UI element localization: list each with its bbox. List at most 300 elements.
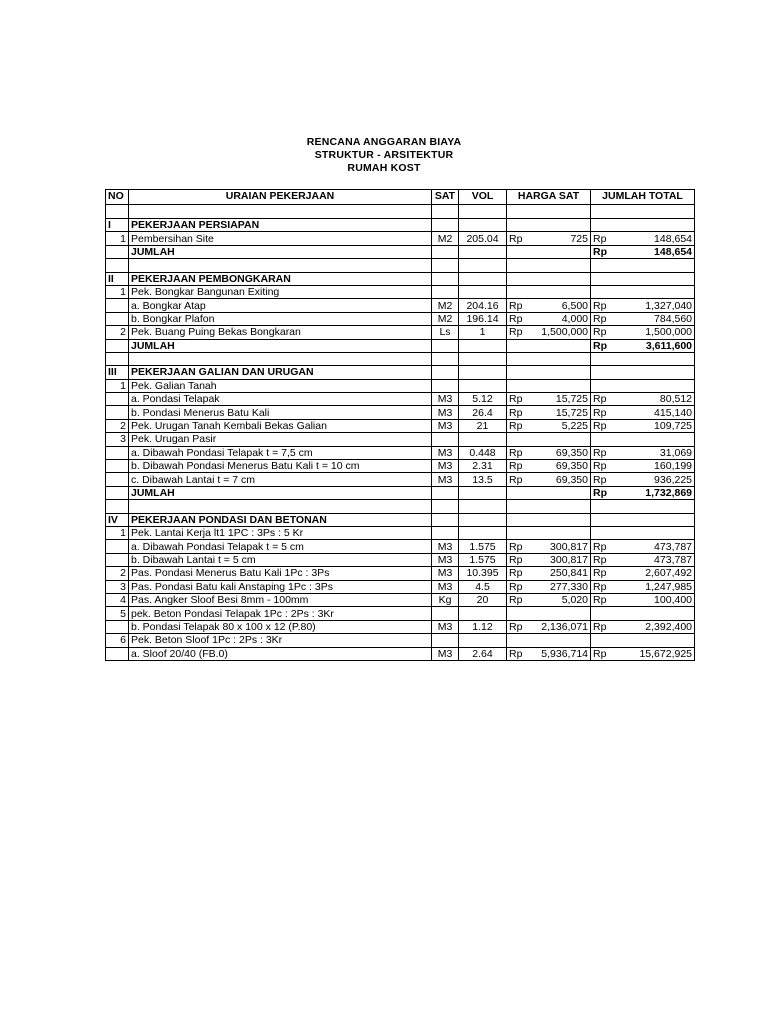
- cell-no: [106, 553, 129, 566]
- blank-row: [106, 259, 695, 272]
- cell-sat: M2: [432, 299, 459, 312]
- cell-jumlah: 473,787: [613, 553, 695, 566]
- cell-sat: M2: [432, 312, 459, 325]
- table-row: [106, 540, 695, 553]
- cell-uraian: a. Bongkar Atap: [129, 299, 432, 312]
- cell-vol: 1.575: [459, 553, 507, 566]
- cell-rp1: [507, 285, 527, 298]
- cell-jumlah: 415,140: [613, 406, 695, 419]
- cell-rp1: [507, 379, 527, 392]
- table-row: [106, 593, 695, 606]
- budget-table: [105, 189, 695, 661]
- cell-rp1: [507, 366, 527, 379]
- cell-no: 1: [106, 526, 129, 539]
- cell-vol: [459, 486, 507, 499]
- cell-harga: 5,936,714: [527, 647, 591, 660]
- cell-sat: M3: [432, 460, 459, 473]
- cell-jumlah: 109,725: [613, 419, 695, 432]
- cell-jumlah: [613, 607, 695, 620]
- cell-rp2: [591, 285, 613, 298]
- cell-jumlah: 3,611,600: [613, 339, 695, 352]
- cell-sat: [432, 352, 459, 365]
- cell-uraian: c. Dibawah Lantai t = 7 cm: [129, 473, 432, 486]
- cell-no: 2: [106, 419, 129, 432]
- cell-sat: M3: [432, 553, 459, 566]
- cell-uraian: Pek. Buang Puing Bekas Bongkaran: [129, 326, 432, 339]
- cell-rp1: Rp: [507, 419, 527, 432]
- cell-rp1: [507, 339, 527, 352]
- cell-no: [106, 500, 129, 513]
- cell-rp1: Rp: [507, 620, 527, 633]
- section-row: [106, 513, 695, 526]
- cell-sat: M3: [432, 446, 459, 459]
- table-row: [106, 580, 695, 593]
- cell-rp2: [591, 634, 613, 647]
- cell-vol: [459, 433, 507, 446]
- cell-rp1: [507, 500, 527, 513]
- document-title: [0, 136, 768, 175]
- cell-no: III: [106, 366, 129, 379]
- total-row: [106, 486, 695, 499]
- cell-uraian: [129, 259, 432, 272]
- cell-rp1: Rp: [507, 326, 527, 339]
- cell-harga: [527, 486, 591, 499]
- cell-vol: 0.448: [459, 446, 507, 459]
- cell-rp2: [591, 272, 613, 285]
- cell-rp1: [507, 526, 527, 539]
- cell-no: [106, 259, 129, 272]
- cell-no: IV: [106, 513, 129, 526]
- cell-jumlah: [613, 379, 695, 392]
- cell-rp2: [591, 259, 613, 272]
- cell-sat: M2: [432, 232, 459, 245]
- cell-harga: 69,350: [527, 460, 591, 473]
- cell-harga: [527, 634, 591, 647]
- cell-uraian: b. Pondasi Telapak 80 x 100 x 12 (P.80): [129, 620, 432, 633]
- cell-jumlah: 31,069: [613, 446, 695, 459]
- cell-sat: [432, 486, 459, 499]
- table-row: [106, 406, 695, 419]
- cell-rp2: [591, 513, 613, 526]
- cell-sat: [432, 379, 459, 392]
- cell-sat: [432, 634, 459, 647]
- cell-sat: [432, 245, 459, 258]
- cell-uraian: JUMLAH: [129, 245, 432, 258]
- cell-harga: [527, 500, 591, 513]
- cell-uraian: Pek. Lantai Kerja lt1 1PC : 3Ps : 5 Kr: [129, 526, 432, 539]
- total-row: [106, 245, 695, 258]
- header-jumlah: JUMLAH TOTAL: [591, 190, 695, 205]
- cell-jumlah: 1,500,000: [613, 326, 695, 339]
- cell-no: [106, 245, 129, 258]
- cell-rp1: [507, 219, 527, 232]
- cell-harga: [527, 219, 591, 232]
- cell-sat: [432, 607, 459, 620]
- table-row: [106, 232, 695, 245]
- cell-jumlah: 784,560: [613, 312, 695, 325]
- table-row: [106, 312, 695, 325]
- cell-no: 2: [106, 326, 129, 339]
- cell-no: [106, 473, 129, 486]
- header-sat: SAT: [432, 190, 459, 205]
- section-row: [106, 219, 695, 232]
- cell-jumlah: [613, 219, 695, 232]
- cell-harga: [527, 259, 591, 272]
- cell-harga: [527, 245, 591, 258]
- table-row: [106, 567, 695, 580]
- cell-jumlah: 1,327,040: [613, 299, 695, 312]
- cell-sat: [432, 513, 459, 526]
- cell-sat: [432, 500, 459, 513]
- section-row: [106, 272, 695, 285]
- cell-vol: 205.04: [459, 232, 507, 245]
- cell-vol: [459, 259, 507, 272]
- cell-rp2: Rp: [591, 393, 613, 406]
- cell-sat: M3: [432, 473, 459, 486]
- cell-sat: [432, 285, 459, 298]
- cell-jumlah: 80,512: [613, 393, 695, 406]
- cell-vol: 21: [459, 419, 507, 432]
- cell-uraian: PEKERJAAN PERSIAPAN: [129, 219, 432, 232]
- table-row: [106, 326, 695, 339]
- cell-uraian: b. Dibawah Lantai t = 5 cm: [129, 553, 432, 566]
- cell-sat: M3: [432, 620, 459, 633]
- cell-rp1: Rp: [507, 393, 527, 406]
- cell-rp1: Rp: [507, 460, 527, 473]
- cell-no: [106, 406, 129, 419]
- cell-sat: [432, 259, 459, 272]
- cell-vol: 2.31: [459, 460, 507, 473]
- cell-harga: [527, 352, 591, 365]
- cell-jumlah: [613, 285, 695, 298]
- cell-rp1: [507, 634, 527, 647]
- cell-sat: [432, 219, 459, 232]
- cell-harga: [527, 513, 591, 526]
- cell-jumlah: [613, 526, 695, 539]
- cell-uraian: PEKERJAAN GALIAN DAN URUGAN: [129, 366, 432, 379]
- cell-no: II: [106, 272, 129, 285]
- cell-vol: 1.575: [459, 540, 507, 553]
- cell-sat: M3: [432, 647, 459, 660]
- cell-rp2: Rp: [591, 593, 613, 606]
- cell-rp2: Rp: [591, 312, 613, 325]
- cell-no: [106, 299, 129, 312]
- cell-rp2: Rp: [591, 419, 613, 432]
- cell-rp1: Rp: [507, 299, 527, 312]
- cell-vol: [459, 339, 507, 352]
- cell-sat: M3: [432, 393, 459, 406]
- table-row: [106, 473, 695, 486]
- title-line-3: RUMAH KOST: [347, 162, 421, 174]
- cell-rp1: Rp: [507, 446, 527, 459]
- cell-harga: 300,817: [527, 553, 591, 566]
- cell-rp1: [507, 352, 527, 365]
- cell-harga: [527, 285, 591, 298]
- cell-harga: [527, 339, 591, 352]
- title-line-2: STRUKTUR - ARSITEKTUR: [314, 149, 454, 161]
- cell-rp1: [507, 259, 527, 272]
- cell-vol: 196.14: [459, 312, 507, 325]
- cell-uraian: Pek. Beton Sloof 1Pc : 2Ps : 3Kr: [129, 634, 432, 647]
- cell-sat: [432, 366, 459, 379]
- cell-harga: 69,350: [527, 446, 591, 459]
- cell-harga: 15,725: [527, 406, 591, 419]
- cell-vol: [459, 634, 507, 647]
- cell-rp2: Rp: [591, 245, 613, 258]
- cell-sat: [432, 526, 459, 539]
- cell-rp2: [591, 379, 613, 392]
- cell-rp1: [507, 486, 527, 499]
- cell-uraian: Pembersihan Site: [129, 232, 432, 245]
- section-row: [106, 366, 695, 379]
- cell-no: 2: [106, 567, 129, 580]
- cell-vol: [459, 500, 507, 513]
- cell-harga: 300,817: [527, 540, 591, 553]
- cell-rp2: [591, 500, 613, 513]
- table-row: [106, 419, 695, 432]
- cell-vol: [459, 352, 507, 365]
- cell-no: [106, 620, 129, 633]
- cell-uraian: b. Bongkar Plafon: [129, 312, 432, 325]
- cell-harga: 725: [527, 232, 591, 245]
- cell-uraian: a. Dibawah Pondasi Telapak t = 7,5 cm: [129, 446, 432, 459]
- cell-rp1: [507, 272, 527, 285]
- table-row: [106, 647, 695, 660]
- cell-jumlah: 1,732,869: [613, 486, 695, 499]
- cell-vol: 13.5: [459, 473, 507, 486]
- cell-rp2: [591, 366, 613, 379]
- title-line-1: RENCANA ANGGARAN BIAYA: [306, 136, 462, 148]
- cell-jumlah: 100,400: [613, 593, 695, 606]
- cell-no: [106, 352, 129, 365]
- table-row: [106, 526, 695, 539]
- cell-no: [106, 486, 129, 499]
- cell-jumlah: [613, 272, 695, 285]
- cell-vol: 1: [459, 326, 507, 339]
- cell-sat: M3: [432, 567, 459, 580]
- cell-rp2: [591, 433, 613, 446]
- cell-no: 3: [106, 433, 129, 446]
- cell-vol: [459, 526, 507, 539]
- table-row: [106, 393, 695, 406]
- cell-jumlah: 15,672,925: [613, 647, 695, 660]
- cell-sat: M3: [432, 580, 459, 593]
- cell-rp1: [507, 433, 527, 446]
- cell-uraian: a. Dibawah Pondasi Telapak t = 5 cm: [129, 540, 432, 553]
- cell-no: [106, 460, 129, 473]
- cell-vol: [459, 285, 507, 298]
- cell-uraian: Pas. Pondasi Batu kali Anstaping 1Pc : 3Ps: [129, 580, 432, 593]
- cell-uraian: PEKERJAAN PONDASI DAN BETONAN: [129, 513, 432, 526]
- cell-jumlah: [613, 634, 695, 647]
- cell-rp1: Rp: [507, 232, 527, 245]
- cell-rp1: Rp: [507, 406, 527, 419]
- cell-rp1: Rp: [507, 473, 527, 486]
- cell-uraian: Pas. Angker Sloof Besi 8mm - 100mm: [129, 593, 432, 606]
- cell-jumlah: 473,787: [613, 540, 695, 553]
- cell-rp2: Rp: [591, 580, 613, 593]
- header-uraian: URAIAN PEKERJAAN: [129, 190, 432, 205]
- cell-uraian: Pas. Pondasi Menerus Batu Kali 1Pc : 3Ps: [129, 567, 432, 580]
- cell-jumlah: [613, 500, 695, 513]
- cell-no: 5: [106, 607, 129, 620]
- header-harga: HARGA SAT: [507, 190, 591, 205]
- cell-jumlah: 2,607,492: [613, 567, 695, 580]
- cell-vol: [459, 366, 507, 379]
- cell-harga: 69,350: [527, 473, 591, 486]
- cell-no: [106, 540, 129, 553]
- cell-vol: [459, 272, 507, 285]
- cell-sat: M3: [432, 540, 459, 553]
- cell-rp2: Rp: [591, 299, 613, 312]
- cell-jumlah: [613, 513, 695, 526]
- cell-rp2: Rp: [591, 540, 613, 553]
- table-row: [106, 446, 695, 459]
- cell-rp1: Rp: [507, 567, 527, 580]
- cell-rp2: Rp: [591, 486, 613, 499]
- cell-harga: 277,330: [527, 580, 591, 593]
- cell-uraian: Pek. Galian Tanah: [129, 379, 432, 392]
- cell-uraian: a. Pondasi Telapak: [129, 393, 432, 406]
- table-row: [106, 433, 695, 446]
- cell-vol: [459, 245, 507, 258]
- table-row: [106, 299, 695, 312]
- cell-rp2: [591, 352, 613, 365]
- cell-harga: [527, 433, 591, 446]
- table-body: [106, 219, 695, 661]
- cell-no: 1: [106, 232, 129, 245]
- cell-vol: 1.12: [459, 620, 507, 633]
- cell-vol: 204.16: [459, 299, 507, 312]
- cell-vol: 20: [459, 593, 507, 606]
- cell-no: [106, 339, 129, 352]
- total-row: [106, 339, 695, 352]
- cell-harga: [527, 272, 591, 285]
- cell-rp2: Rp: [591, 460, 613, 473]
- cell-uraian: Pek. Urugan Pasir: [129, 433, 432, 446]
- cell-vol: [459, 379, 507, 392]
- cell-uraian: b. Dibawah Pondasi Menerus Batu Kali t = 10 cm: [129, 460, 432, 473]
- cell-sat: [432, 339, 459, 352]
- cell-rp2: Rp: [591, 326, 613, 339]
- cell-rp1: Rp: [507, 312, 527, 325]
- cell-uraian: pek. Beton Pondasi Telapak 1Pc : 2Ps : 3Kr: [129, 607, 432, 620]
- cell-vol: [459, 607, 507, 620]
- cell-rp2: Rp: [591, 567, 613, 580]
- cell-no: [106, 446, 129, 459]
- cell-rp2: Rp: [591, 647, 613, 660]
- cell-harga: 2,136,071: [527, 620, 591, 633]
- cell-uraian: Pek. Urugan Tanah Kembali Bekas Galian: [129, 419, 432, 432]
- cell-rp2: Rp: [591, 232, 613, 245]
- cell-rp1: [507, 607, 527, 620]
- cell-no: 3: [106, 580, 129, 593]
- table-row: [106, 379, 695, 392]
- cell-no: 4: [106, 593, 129, 606]
- cell-vol: 10.395: [459, 567, 507, 580]
- cell-no: [106, 393, 129, 406]
- cell-jumlah: [613, 259, 695, 272]
- cell-rp1: Rp: [507, 593, 527, 606]
- cell-sat: Ls: [432, 326, 459, 339]
- cell-sat: [432, 433, 459, 446]
- header-vol: VOL: [459, 190, 507, 205]
- cell-uraian: b. Pondasi Menerus Batu Kali: [129, 406, 432, 419]
- table-row: [106, 285, 695, 298]
- cell-vol: 2.64: [459, 647, 507, 660]
- cell-harga: [527, 366, 591, 379]
- cell-rp2: Rp: [591, 620, 613, 633]
- table-row: [106, 620, 695, 633]
- cell-jumlah: [613, 366, 695, 379]
- cell-uraian: Pek. Bongkar Bangunan Exiting: [129, 285, 432, 298]
- cell-harga: 5,020: [527, 593, 591, 606]
- cell-uraian: PEKERJAAN PEMBONGKARAN: [129, 272, 432, 285]
- cell-jumlah: 148,654: [613, 245, 695, 258]
- table-row: [106, 634, 695, 647]
- cell-rp1: [507, 513, 527, 526]
- cell-rp1: [507, 245, 527, 258]
- cell-harga: 15,725: [527, 393, 591, 406]
- cell-no: I: [106, 219, 129, 232]
- table-row: [106, 553, 695, 566]
- cell-jumlah: 936,225: [613, 473, 695, 486]
- cell-harga: [527, 526, 591, 539]
- cell-harga: [527, 607, 591, 620]
- cell-harga: 5,225: [527, 419, 591, 432]
- cell-no: [106, 312, 129, 325]
- cell-rp2: [591, 526, 613, 539]
- cell-rp1: Rp: [507, 580, 527, 593]
- cell-rp2: Rp: [591, 473, 613, 486]
- cell-no: 6: [106, 634, 129, 647]
- cell-rp2: Rp: [591, 406, 613, 419]
- cell-uraian: [129, 352, 432, 365]
- cell-harga: 4,000: [527, 312, 591, 325]
- cell-vol: 4.5: [459, 580, 507, 593]
- cell-rp1: Rp: [507, 540, 527, 553]
- cell-uraian: a. Sloof 20/40 (FB.0): [129, 647, 432, 660]
- cell-rp2: [591, 607, 613, 620]
- cell-jumlah: [613, 433, 695, 446]
- table-header-gap: [106, 205, 695, 219]
- cell-no: [106, 647, 129, 660]
- cell-jumlah: 2,392,400: [613, 620, 695, 633]
- cell-no: 1: [106, 285, 129, 298]
- cell-rp1: Rp: [507, 647, 527, 660]
- cell-vol: [459, 513, 507, 526]
- cell-vol: 26.4: [459, 406, 507, 419]
- cell-uraian: JUMLAH: [129, 486, 432, 499]
- cell-jumlah: 160,199: [613, 460, 695, 473]
- cell-jumlah: [613, 352, 695, 365]
- cell-harga: 6,500: [527, 299, 591, 312]
- cell-uraian: [129, 500, 432, 513]
- cell-rp1: Rp: [507, 553, 527, 566]
- cell-sat: M3: [432, 406, 459, 419]
- cell-sat: M3: [432, 419, 459, 432]
- cell-sat: Kg: [432, 593, 459, 606]
- blank-row: [106, 352, 695, 365]
- cell-vol: 5.12: [459, 393, 507, 406]
- header-no: NO: [106, 190, 129, 205]
- cell-rp2: Rp: [591, 339, 613, 352]
- cell-rp2: Rp: [591, 553, 613, 566]
- cell-jumlah: 148,654: [613, 232, 695, 245]
- table-row: [106, 460, 695, 473]
- cell-harga: 1,500,000: [527, 326, 591, 339]
- blank-row: [106, 500, 695, 513]
